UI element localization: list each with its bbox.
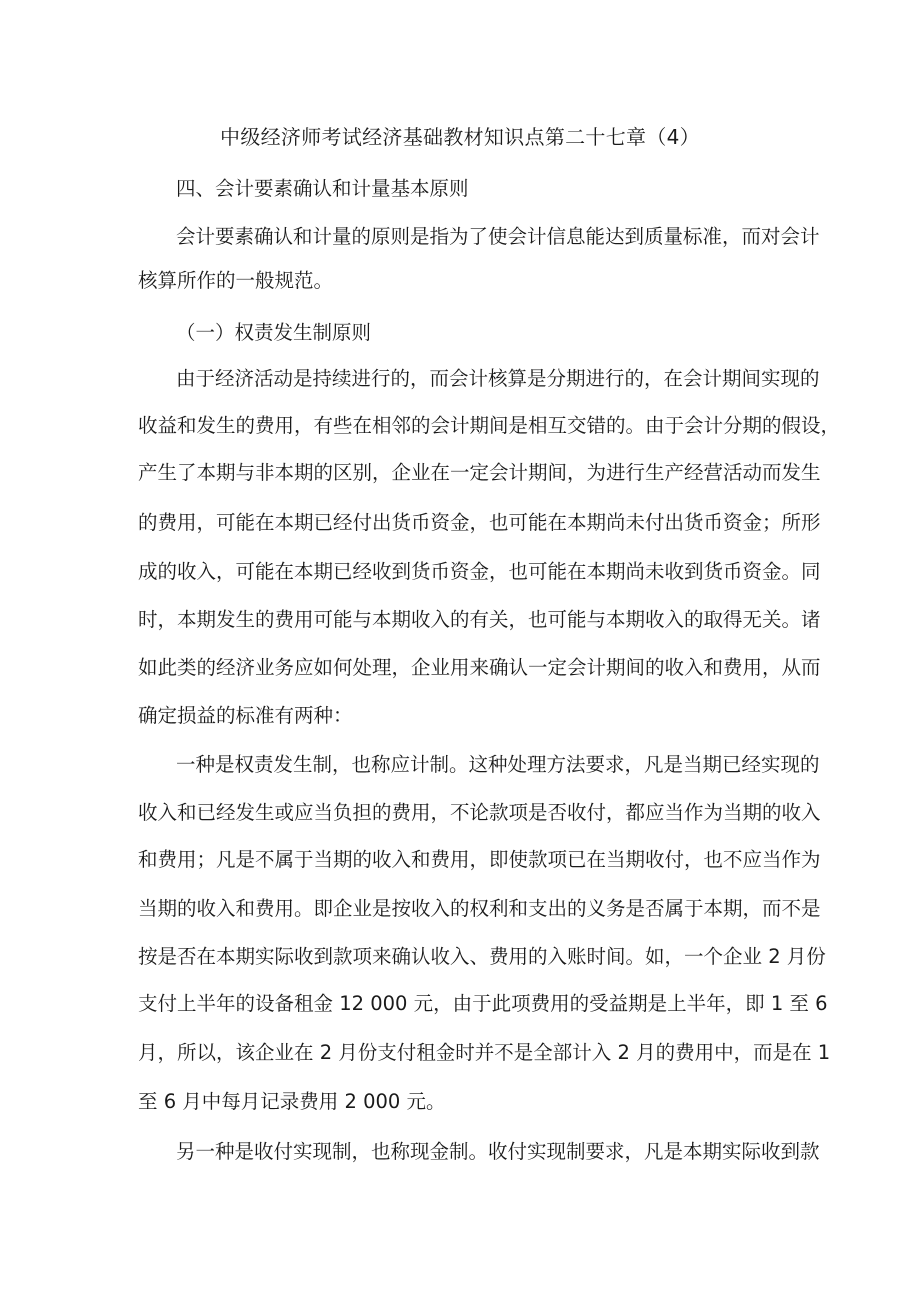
section-heading: 四、会计要素确认和计量基本原则 <box>176 177 469 200</box>
para1-line-1: 由于经济活动是持续进行的，而会计核算是分期进行的，在会计期间实现的 <box>176 367 820 390</box>
para1-line-7: 如此类的经济业务应如何处理，企业用来确认一定会计期间的收入和费用，从而 <box>138 656 821 679</box>
para1-line-8: 确定损益的标准有两种： <box>138 704 353 727</box>
para2-line-1: 一种是权责发生制，也称应计制。这种处理方法要求，凡是当期已经实现的 <box>176 753 820 776</box>
document-title: 中级经济师考试经济基础教材知识点第二十七章（4） <box>220 125 700 149</box>
para1-line-3: 产生了本期与非本期的区别，企业在一定会计期间，为进行生产经营活动而发生 <box>138 461 821 484</box>
para2-line-5: 按是否在本期实际收到款项来确认收入、费用的入账时间。如，一个企业 2 月份 <box>138 945 826 968</box>
para1-line-2: 收益和发生的费用，有些在相邻的会计期间是相互交错的。由于会计分期的假设， <box>138 414 841 437</box>
para3-line-1: 另一种是收付实现制，也称现金制。收付实现制要求，凡是本期实际收到款 <box>176 1140 820 1163</box>
para2-line-7: 月，所以，该企业在 2 月份支付租金时并不是全部计入 2 月的费用中，而是在 1 <box>138 1041 831 1064</box>
intro-line-1: 会计要素确认和计量的原则是指为了使会计信息能达到质量标准，而对会计 <box>176 225 820 248</box>
para2-line-8: 至 6 月中每月记录费用 2 000 元。 <box>138 1090 446 1113</box>
para1-line-4: 的费用，可能在本期已经付出货币资金，也可能在本期尚未付出货币资金；所形 <box>138 511 821 534</box>
para1-line-5: 成的收入，可能在本期已经收到货币资金，也可能在本期尚未收到货币资金。同 <box>138 560 821 583</box>
intro-line-2: 核算所作的一般规范。 <box>138 269 334 292</box>
subsection-heading: （一）权责发生制原则 <box>176 321 372 344</box>
para2-line-6: 支付上半年的设备租金 12 000 元，由于此项费用的受益期是上半年，即 1 至 6 <box>138 992 828 1015</box>
para2-line-2: 收入和已经发生或应当负担的费用，不论款项是否收付，都应当作为当期的收入 <box>138 801 821 824</box>
para2-line-4: 当期的收入和费用。即企业是按收入的权利和支出的义务是否属于本期，而不是 <box>138 897 821 920</box>
para1-line-6: 时，本期发生的费用可能与本期收入的有关，也可能与本期收入的取得无关。诸 <box>138 608 821 631</box>
para2-line-3: 和费用；凡是不属于当期的收入和费用，即使款项已在当期收付，也不应当作为 <box>138 848 821 871</box>
